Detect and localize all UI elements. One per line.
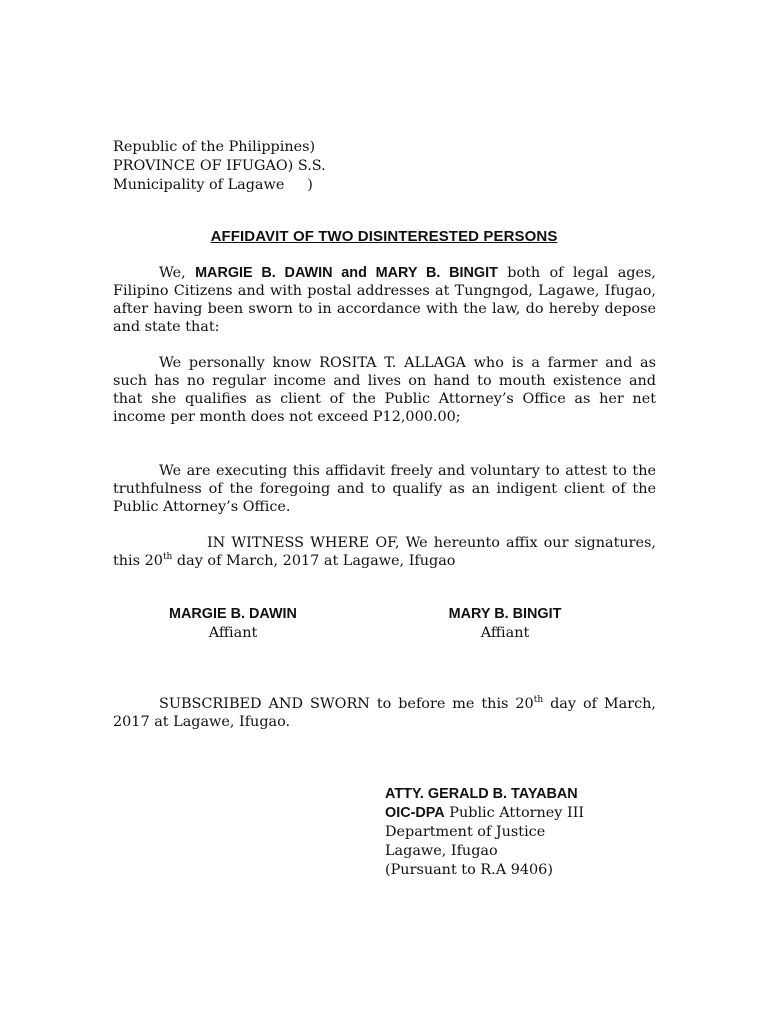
venue-municipality: Municipality of Lagawe ) — [113, 177, 313, 193]
affiant-name-2: MARY B. BINGIT — [448, 606, 562, 622]
affiant-signature-1 — [133, 605, 333, 643]
affiant-name-1: MARGIE B. DAWIN — [169, 606, 297, 622]
p4-before: IN WITNESS WHERE OF, We hereunto affix our signatures, this 20 — [113, 535, 656, 569]
notary-position-title: OIC-DPA — [385, 805, 445, 821]
p5-after: day of March, 2017 at Lagawe, Ifugao. — [113, 696, 657, 730]
notary-block — [385, 785, 584, 880]
venue-province: PROVINCE OF IFUGAO) S.S. — [113, 158, 326, 174]
paragraph-knowledge: We personally know ROSITA T. ALLAGA who is a farmer and as such has no regular income and lives on hand to mouth existence and that she qualifies as client of the Public Attorney’s Office as her net income per month does not exceed P12,000.00; — [113, 355, 656, 425]
notary-place: Lagawe, Ifugao — [385, 843, 498, 859]
affiant-signature-2 — [405, 605, 605, 643]
notary-department: Department of Justice — [385, 824, 546, 840]
affiant-role-2: Affiant — [480, 625, 530, 641]
notary-name: ATTY. GERALD B. TAYABAN — [385, 786, 578, 802]
p1-lead: We, — [159, 265, 196, 281]
venue-republic: Republic of the Philippines) — [113, 139, 316, 155]
p5-before: SUBSCRIBED AND SWORN to before me this 20 — [159, 696, 534, 712]
notary-position — [385, 804, 584, 823]
paragraph-affiants-intro — [113, 264, 656, 336]
p1-rest: both of legal ages, Filipino Citizens and with postal addresses at Tungngod, Lagawe, Ifugao, after having been sworn to in accordance with the law, do hereby depose and state that: — [113, 265, 656, 335]
paragraph-purpose: We are executing this affidavit freely and voluntary to attest to the truthfulness of the foregoing and to qualify as an indigent client of the Public Attorney’s Office. — [113, 463, 656, 515]
p4-ordinal: th — [162, 552, 173, 562]
p1-affiant-names: MARGIE B. DAWIN and MARY B. BINGIT — [195, 265, 498, 281]
venue-block — [113, 138, 326, 195]
notary-position-rest: Public Attorney III — [444, 805, 585, 821]
notary-note: (Pursuant to R.A 9406) — [385, 862, 553, 878]
p4-after: day of March, 2017 at Lagawe, Ifugao — [172, 553, 456, 569]
paragraph-witness — [113, 534, 656, 570]
paragraph-jurat — [113, 695, 656, 731]
affiant-role-1: Affiant — [208, 625, 258, 641]
p5-ordinal: th — [533, 695, 544, 705]
document-title: AFFIDAVIT OF TWO DISINTERESTED PERSONS — [210, 228, 558, 245]
